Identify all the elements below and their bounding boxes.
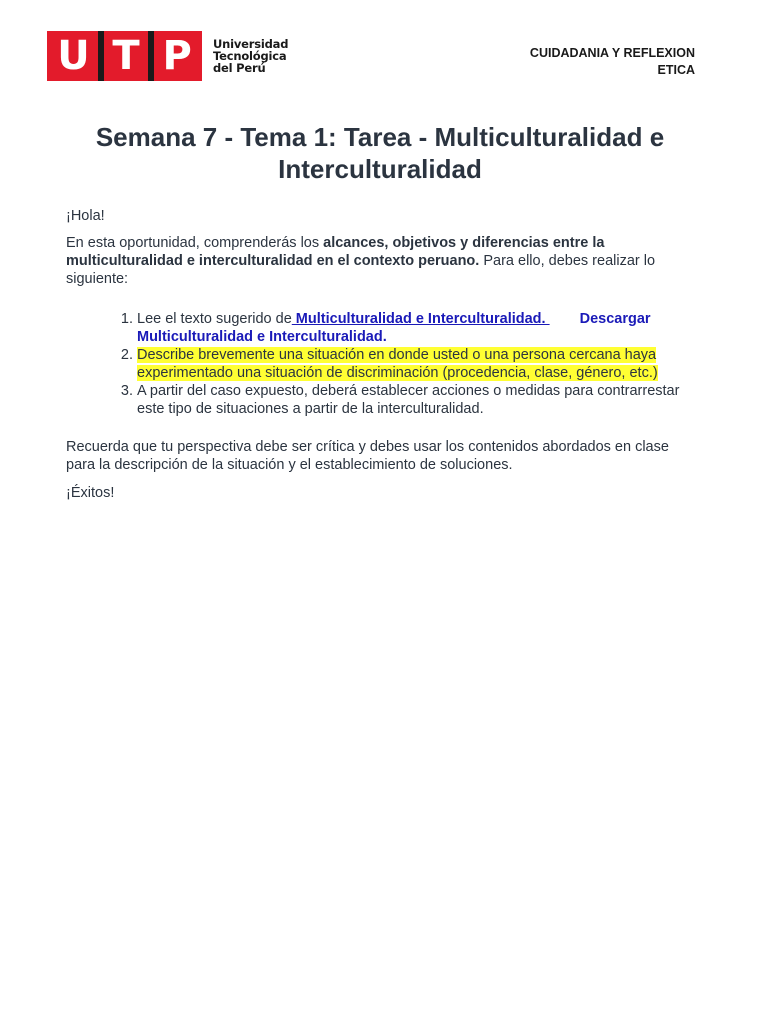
step-1-text: Lee el texto sugerido de <box>137 311 292 327</box>
step-item-3 <box>137 382 698 418</box>
university-name-line: Universidad <box>213 37 289 51</box>
farewell: ¡Éxitos! <box>66 485 115 501</box>
step-item-1 <box>137 310 698 346</box>
logo-letter-u: U <box>57 33 90 79</box>
course-name <box>530 45 695 79</box>
step-3-text: A partir del caso expuesto, deberá establecer acciones o medidas para contrarrestar este tipo de situaciones a partir de la interculturalidad. <box>137 383 680 417</box>
utp-logo-mark <box>47 31 202 81</box>
intro-paragraph <box>66 234 698 288</box>
step-2-text: Describe brevemente una situación en donde usted o una persona cercana haya experimentado una situación de discriminación (procedencia, clase, género, etc.) <box>137 347 658 381</box>
intro-tail: Para ello, debes realizar lo siguiente: <box>66 253 656 287</box>
logo-letter-p: P <box>162 33 192 79</box>
greeting: ¡Hola! <box>66 208 105 224</box>
logo-divider <box>148 31 154 81</box>
closing-paragraph: Recuerda que tu perspectiva debe ser crítica y debes usar los contenidos abordados en clase para la descripción de la situación y el establecimiento de soluciones. <box>66 439 669 473</box>
page-title: Semana 7 - Tema 1: Tarea - Multiculturalidad e Interculturalidad <box>95 122 665 185</box>
course-name-line2: ETICA <box>657 63 695 77</box>
steps-list <box>66 310 698 418</box>
utp-logo <box>47 31 288 81</box>
step-item-2 <box>137 346 698 382</box>
university-name-line: Tecnológica <box>213 49 287 63</box>
assignment-body <box>66 207 698 502</box>
logo-divider <box>98 31 104 81</box>
university-name-line: del Perú <box>213 61 266 75</box>
university-name <box>213 38 288 74</box>
download-link[interactable]: Descargar Multiculturalidad e Interculturalidad. <box>137 311 651 345</box>
logo-letter-t: T <box>112 33 140 79</box>
intro-bold: alcances, objetivos y diferencias entre la multiculturalidad e interculturalidad en el contexto peruano. <box>66 235 605 269</box>
reading-link[interactable]: Multiculturalidad e Interculturalidad. <box>291 311 550 327</box>
intro-lead: En esta oportunidad, comprenderás los <box>66 235 324 251</box>
course-name-line1: CUIDADANIA Y REFLEXION <box>529 46 695 60</box>
